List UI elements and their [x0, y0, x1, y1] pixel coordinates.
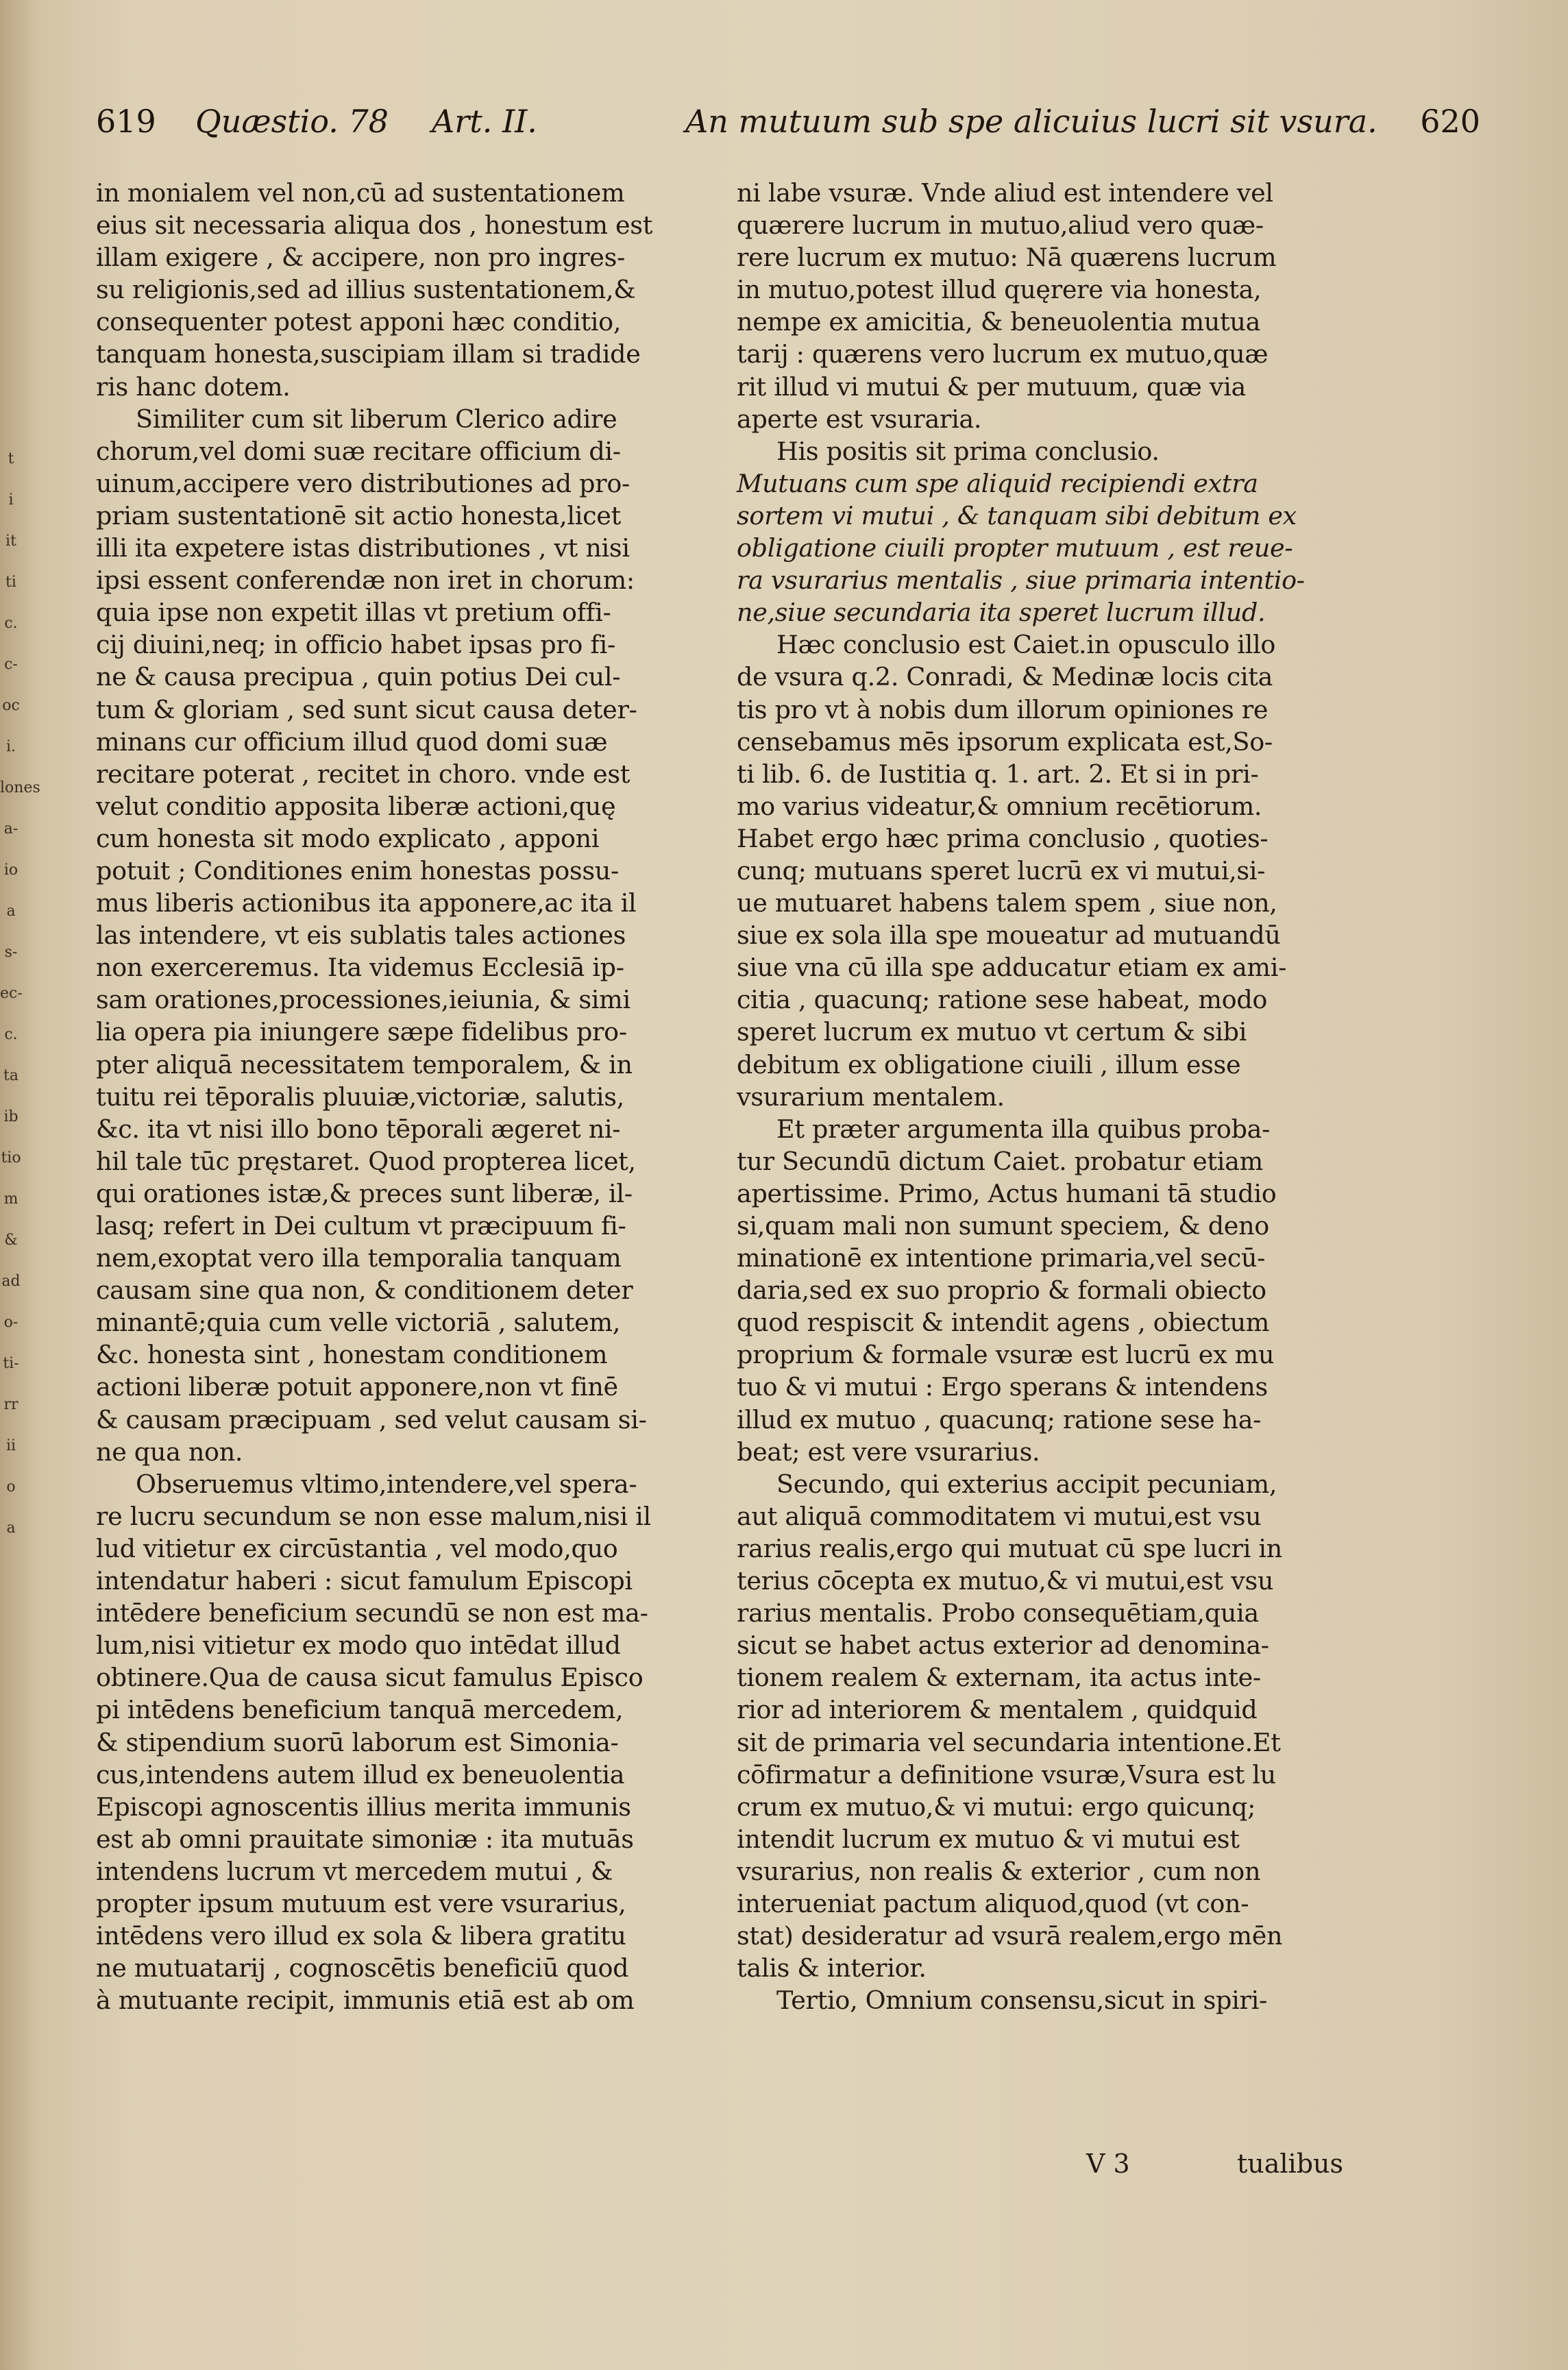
text-line: obligatione ciuili propter mutuum , est reue-	[737, 533, 1293, 563]
text-line: proprium & formale vsuræ est lucrū ex mu	[737, 1340, 1275, 1370]
margin-fragment: ii	[5, 1437, 16, 1454]
text-line: lud vitietur ex circūstantia , vel modo,quo	[96, 1533, 618, 1563]
margin-fragment: t	[8, 450, 14, 467]
margin-fragment: o-	[3, 1314, 19, 1331]
text-line: mus liberis actionibus ita apponere,ac ita il	[96, 888, 637, 918]
margin-fragment: a-	[3, 820, 19, 838]
text-line: est ab omni prauitate simoniæ : ita mutuās	[96, 1824, 634, 1854]
text-line: consequenter potest apponi hæc conditio,	[96, 307, 622, 337]
margin-fragment: ib	[3, 1108, 19, 1125]
text-line: Hæc conclusio est Caiet.in opusculo illo	[776, 630, 1276, 660]
text-line: Et præter argumenta illa quibus proba-	[776, 1114, 1271, 1144]
text-line: Similiter cum sit liberum Clerico adire	[136, 404, 617, 434]
text-line: cij diuini,neq; in officio habet ipsas pro fi-	[96, 630, 616, 660]
text-line: citia , quacunq; ratione sese habeat, modo	[737, 985, 1268, 1015]
text-line: ti lib. 6. de Iustitia q. 1. art. 2. Et si in pri-	[737, 759, 1259, 789]
margin-fragment: ec-	[0, 985, 23, 1002]
text-line: tuitu rei tēporalis pluuiæ,victoriæ, salutis,	[96, 1082, 624, 1112]
margin-fragment: rr	[3, 1396, 19, 1413]
margin-fragment: c-	[4, 656, 18, 673]
margin-fragment: c.	[4, 1026, 18, 1043]
margin-fragment: o	[6, 1478, 16, 1495]
text-line: minans cur officium illud quod domi suæ	[96, 726, 608, 757]
text-line: nempe ex amicitia, & beneuolentia mutua	[737, 307, 1261, 337]
text-line: causam sine qua non, & conditionem deter	[96, 1275, 633, 1306]
text-line: su religionis,sed ad illius sustentationem,&	[96, 275, 636, 305]
text-line: intēdens vero illud ex sola & libera gratitu	[96, 1921, 626, 1951]
text-line: sortem vi mutui , & tanquam sibi debitum ex	[737, 500, 1297, 530]
margin-fragment: ti	[5, 574, 16, 591]
text-line: chorum,vel domi suæ recitare officium di-	[96, 436, 621, 466]
page-footer	[737, 2149, 1343, 2183]
text-line: illi ita expetere istas distributiones , vt nisi	[96, 533, 630, 563]
text-line: rit illud vi mutui & per mutuum, quæ via	[737, 371, 1246, 402]
text-line: cum honesta sit modo explicato , apponi	[96, 823, 600, 853]
text-line: pter aliquā necessitatem temporalem, & in	[96, 1049, 633, 1079]
text-line: potuit ; Conditiones enim honestas possu-	[96, 855, 619, 885]
margin-fragment: ad	[1, 1273, 21, 1290]
text-line: velut conditio apposita liberæ actioni,quę	[96, 791, 616, 821]
text-line: talis & interior.	[737, 1953, 927, 1983]
quaestio-label: Quæstio. 78	[195, 103, 389, 140]
text-line: speret lucrum ex mutuo vt certum & sibi	[737, 1017, 1247, 1047]
text-line: Tertio, Omnium consensu,sicut in spiri-	[776, 1986, 1268, 2016]
text-line: quod respiscit & intendit agens , obiectum	[737, 1308, 1270, 1338]
margin-fragment: &	[4, 1232, 18, 1249]
text-line: illam exigere , & accipere, non pro ingres-	[96, 243, 626, 273]
right-column	[737, 177, 1343, 2016]
margin-fragment: io	[3, 862, 19, 879]
text-line: intendens lucrum vt mercedem mutui , &	[96, 1856, 613, 1886]
running-title: An mutuum sub spe alicuius lucri sit vsura.	[685, 103, 1377, 140]
text-line: tum & gloriam , sed sunt sicut causa deter-	[96, 694, 637, 724]
text-line: aperte est vsuraria.	[737, 404, 982, 434]
margin-fragment: a	[6, 903, 16, 920]
text-line: siue ex sola illa spe moueatur ad mutuandū	[737, 920, 1281, 951]
text-line: apertissime. Primo, Actus humani tā studio	[737, 1178, 1277, 1208]
text-line: tur Secundū dictum Caiet. probatur etiam	[737, 1146, 1263, 1176]
articulus-label: Art. II.	[432, 103, 537, 140]
text-line: His positis sit prima conclusio.	[776, 436, 1160, 466]
margin-fragment: c.	[4, 615, 18, 632]
text-line: crum ex mutuo,& vi mutui: ergo quicunq;	[737, 1792, 1256, 1822]
text-line: si,quam mali non sumunt speciem, & deno	[737, 1211, 1269, 1241]
text-line: beat; est vere vsurarius.	[737, 1437, 1040, 1467]
margin-fragment: tio	[1, 1149, 21, 1166]
text-line: rere lucrum ex mutuo: Nā quærens lucrum	[737, 243, 1277, 273]
text-line: ne mutuatarij , cognoscētis beneficiū quod	[96, 1953, 629, 1983]
text-line: las intendere, vt eis sublatis tales actiones	[96, 920, 626, 951]
text-line: mo varius videatur,& omnium recētiorum.	[737, 791, 1262, 821]
catchword: tualibus	[1236, 2149, 1343, 2179]
text-line: re lucru secundum se non esse malum,nisi il	[96, 1501, 651, 1531]
text-line: de vsura q.2. Conradi, & Medinæ locis cita	[737, 662, 1273, 692]
text-line: ue mutuaret habens talem spem , siue non,	[737, 888, 1277, 918]
text-line: quærere lucrum in mutuo,aliud vero quæ-	[737, 210, 1264, 241]
text-line: ris hanc dotem.	[96, 371, 291, 402]
text-line: &c. honesta sint , honestam conditionem	[96, 1340, 608, 1370]
margin-fragment: lones	[0, 779, 40, 796]
text-line: cunq; mutuans speret lucrū ex vi mutui,si-	[737, 855, 1266, 885]
text-line: terius cōcepta ex mutuo,& vi mutui,est vsu	[737, 1566, 1274, 1596]
text-line: in monialem vel non,cū ad sustentationem	[96, 178, 625, 208]
text-line: actioni liberæ potuit apponere,non vt finē	[96, 1372, 618, 1402]
margin-fragment: a	[6, 1519, 16, 1537]
text-line: sicut se habet actus exterior ad denomina-	[737, 1630, 1269, 1661]
text-line: non exerceremus. Ita videmus Ecclesiā ip-	[96, 953, 624, 983]
text-line: Mutuans cum spe aliquid recipiendi extra	[737, 468, 1258, 498]
text-line: stat) desideratur ad vsurā realem,ergo mēn	[737, 1921, 1283, 1951]
text-line: & causam præcipuam , sed velut causam si-	[96, 1404, 647, 1434]
text-line: ne,siue secundaria ita speret lucrum illud.	[737, 598, 1266, 628]
text-line: aut aliquā commoditatem vi mutui,est vsu	[737, 1501, 1262, 1531]
text-line: intendit lucrum ex mutuo & vi mutui est	[737, 1824, 1240, 1854]
margin-fragment: m	[3, 1190, 19, 1208]
text-line: tionem realem & externam, ita actus inte-	[737, 1663, 1261, 1693]
text-line: minantē;quia cum velle victoriā , salutem,	[96, 1308, 621, 1338]
text-line: debitum ex obligatione ciuili , illum esse	[737, 1049, 1241, 1079]
text-line: tarij : quærens vero lucrum ex mutuo,quæ	[737, 339, 1269, 369]
text-line: sam orationes,processiones,ieiunia, & simi	[96, 985, 630, 1015]
margin-fragment: oc	[2, 697, 20, 714]
text-line: illud ex mutuo , quacunq; ratione sese ha-	[737, 1404, 1262, 1434]
margin-fragment: i	[8, 491, 14, 509]
text-line: ne qua non.	[96, 1437, 243, 1467]
text-line: minationē ex intentione primaria,vel secū-	[737, 1243, 1266, 1273]
text-line: uinum,accipere vero distributiones ad pro-	[96, 468, 630, 498]
text-line: vsurarius, non realis & exterior , cum non	[737, 1856, 1261, 1886]
text-line: interueniat pactum aliquod,quod (vt con-	[737, 1888, 1249, 1918]
text-line: qui orationes istæ,& preces sunt liberæ, il-	[96, 1178, 633, 1208]
text-line: cus,intendens autem illud ex beneuolentia	[96, 1759, 625, 1789]
left-column	[96, 177, 699, 2016]
text-line: rior ad interiorem & mentalem , quidquid	[737, 1695, 1258, 1725]
text-line: hil tale tūc pręstaret. Quod propterea licet,	[96, 1146, 636, 1176]
text-line: lia opera pia iniungere sæpe fidelibus pro-	[96, 1017, 627, 1047]
text-line: intendatur haberi : sicut famulum Episcopi	[96, 1566, 633, 1596]
text-line: vsurarium mentalem.	[737, 1082, 1005, 1112]
text-line: ne & causa precipua , quin potius Dei cul-	[96, 662, 621, 692]
running-header	[96, 103, 1480, 158]
text-line: recitare poterat , recitet in choro. vnde est	[96, 759, 630, 789]
page-number-left: 619	[96, 103, 156, 140]
text-line: Episcopi agnoscentis illius merita immunis	[96, 1792, 631, 1822]
text-line: Secundo, qui exterius accipit pecuniam,	[776, 1469, 1277, 1499]
text-line: siue vna cū illa spe adducatur etiam ex ami-	[737, 953, 1287, 983]
text-line: tanquam honesta,suscipiam illam si tradide	[96, 339, 641, 369]
text-line: propter ipsum mutuum est vere vsurarius,	[96, 1888, 626, 1918]
text-line: eius sit necessaria aliqua dos , honestum est	[96, 210, 653, 241]
margin-fragment: ta	[3, 1067, 19, 1084]
text-line: & stipendium suorū laborum est Simonia-	[96, 1727, 619, 1757]
text-line: sit de primaria vel secundaria intentione.Et	[737, 1727, 1281, 1757]
text-line: obtinere.Qua de causa sicut famulus Episco	[96, 1663, 644, 1693]
text-line: cōfirmatur a definitione vsuræ,Vsura est lu	[737, 1759, 1276, 1789]
text-line: priam sustentationē sit actio honesta,licet	[96, 500, 621, 530]
text-line: tuo & vi mutui : Ergo sperans & intendens	[737, 1372, 1268, 1402]
margin-fragments	[0, 439, 40, 2084]
margin-fragment: s-	[4, 944, 18, 961]
text-line: à mutuante recipit, immunis etiā est ab om	[96, 1986, 635, 2016]
text-line: Obseruemus vltimo,intendere,vel spera-	[136, 1469, 637, 1499]
text-line: Habet ergo hæc prima conclusio , quoties-	[737, 823, 1269, 853]
margin-fragment: ti-	[3, 1355, 19, 1372]
margin-fragment: it	[5, 533, 16, 550]
text-line: nem,exoptat vero illa temporalia tanquam	[96, 1243, 622, 1273]
text-line: ra vsurarius mentalis , siue primaria intentio-	[737, 565, 1305, 596]
page-number-right: 620	[1420, 103, 1480, 140]
text-line: ipsi essent conferendæ non iret in chorum:	[96, 565, 635, 596]
signature-mark: V 3	[1086, 2149, 1130, 2179]
margin-fragment: i.	[5, 738, 16, 755]
text-line: rarius realis,ergo qui mutuat cū spe lucri in	[737, 1533, 1283, 1563]
text-line: quia ipse non expetit illas vt pretium offi-	[96, 598, 611, 628]
text-line: tis pro vt à nobis dum illorum opiniones re	[737, 694, 1269, 724]
text-line: in mutuo,potest illud quęrere via honesta,	[737, 275, 1262, 305]
text-line: rarius mentalis. Probo consequētiam,quia	[737, 1598, 1259, 1628]
text-line: &c. ita vt nisi illo bono tēporali ægeret ni-	[96, 1114, 621, 1144]
text-line: intēdere beneficium secundū se non est ma-	[96, 1598, 648, 1628]
text-line: lasq; refert in Dei cultum vt præcipuum fi-	[96, 1211, 626, 1241]
text-line: censebamus mēs ipsorum explicata est,So-	[737, 726, 1273, 757]
text-line: daria,sed ex suo proprio & formali obiecto	[737, 1275, 1266, 1306]
text-line: pi intēdens beneficium tanquā mercedem,	[96, 1695, 624, 1725]
text-line: lum,nisi vitietur ex modo quo intēdat illud	[96, 1630, 621, 1661]
text-line: ni labe vsuræ. Vnde aliud est intendere vel	[737, 178, 1273, 208]
